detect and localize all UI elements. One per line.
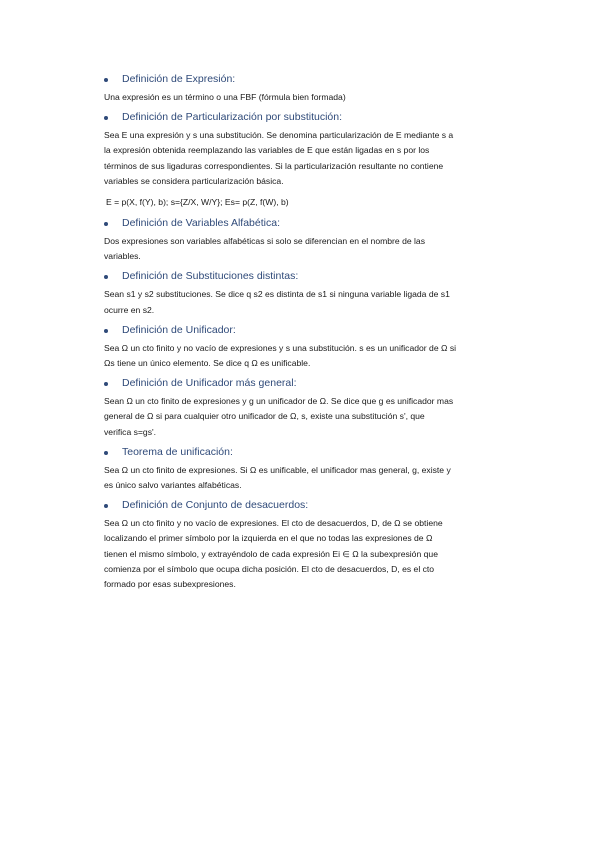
- body-line: tienen el mismo símbolo, y extrayéndolo de cada expresión Ei ∈ Ω la subexpresión que: [104, 548, 438, 559]
- bullet-icon: [104, 451, 108, 455]
- bullet-icon: [104, 222, 108, 226]
- body-line: Sean Ω un cto finito de expresiones y g un unificador de Ω. Se dice que g es unificador mas: [104, 396, 454, 407]
- section-variables-alfabetica: [104, 216, 524, 264]
- section-body: [104, 516, 524, 592]
- section-conjunto-desacuerdos: [104, 498, 524, 592]
- section-body: [104, 90, 524, 105]
- section-unificador: [104, 323, 524, 371]
- section-body: [104, 234, 524, 264]
- section-heading: [104, 269, 524, 284]
- section-expresion: [104, 72, 524, 105]
- heading-text: Definición de Unificador más general:: [122, 377, 297, 390]
- body-line: la expresión obtenida reemplazando las variables de E que están ligadas en s por los: [104, 145, 430, 156]
- body-line: Sean s1 y s2 substituciones. Se dice q s2 es distinta de s1 si ninguna variable ligada de s1: [104, 289, 450, 300]
- heading-text: Definición de Variables Alfabética:: [122, 217, 280, 230]
- section-heading: [104, 445, 524, 460]
- heading-text: Definición de Unificador:: [122, 323, 236, 336]
- section-heading: [104, 498, 524, 513]
- heading-text: Definición de Conjunto de desacuerdos:: [122, 499, 309, 512]
- body-line: Sea E una expresión y s una substitución. Se denomina particularización de E mediante s a: [104, 130, 454, 141]
- body-line: es único salvo variantes alfabéticas.: [104, 480, 242, 491]
- heading-text: Teorema de unificación:: [122, 445, 233, 458]
- body-line: términos de sus ligaduras correspondientes. Si la particularización resultante no contiene: [104, 160, 444, 171]
- heading-text: Definición de Particularización por substitución:: [122, 111, 343, 124]
- bullet-icon: [104, 504, 108, 508]
- body-line: Sea Ω un cto finito de expresiones. Si Ω es unificable, el unificador mas general, g, existe y: [104, 464, 451, 475]
- section-heading: [104, 323, 524, 338]
- body-line: formado por esas subexpresiones.: [104, 579, 236, 590]
- bullet-icon: [104, 275, 108, 279]
- formula-example: E = p(X, f(Y), b); s={Z/X, W/Y}; Es= p(Z, f(W), b): [106, 197, 289, 208]
- bullet-icon: [104, 116, 108, 120]
- body-line: Sea Ω un cto finito y no vacío de expresiones. El cto de desacuerdos, D, de Ω se obtiene: [104, 518, 443, 529]
- section-heading: [104, 72, 524, 87]
- section-heading: [104, 376, 524, 391]
- section-substituciones-distintas: [104, 269, 524, 317]
- bullet-icon: [104, 382, 108, 386]
- section-body: [104, 287, 524, 317]
- section-unificador-mas-general: [104, 376, 524, 440]
- bullet-icon: [104, 78, 108, 82]
- heading-text: Definición de Substituciones distintas:: [122, 270, 299, 283]
- body-line: Ωs tiene un único elemento. Se dice q Ω es unificable.: [104, 358, 311, 369]
- section-heading: [104, 216, 524, 231]
- document-body: [104, 72, 524, 592]
- heading-text: Definición de Expresión:: [122, 73, 236, 85]
- section-body: [104, 463, 524, 493]
- section-heading: [104, 110, 524, 125]
- section-teorema-unificacion: [104, 445, 524, 493]
- body-line: localizando el primer símbolo por la izquierda en el que no todas las expresiones de Ω: [104, 533, 433, 544]
- body-line: comienza por el símbolo que ocupa dicha posición. El cto de desacuerdos, D, es el cto: [104, 563, 435, 574]
- body-line: verifica s=gs'.: [104, 426, 157, 437]
- section-particularizacion: [104, 110, 524, 210]
- body-line: ocurre en s2.: [104, 304, 155, 315]
- body-line: Sea Ω un cto finito y no vacío de expresiones y s una substitución. s es un unificador de Ω si: [104, 342, 457, 353]
- bullet-icon: [104, 329, 108, 333]
- body-line: Una expresión es un término o una FBF (fórmula bien formada): [104, 92, 346, 102]
- body-line: variables.: [104, 251, 141, 262]
- body-line: Dos expresiones son variables alfabéticas si solo se diferencian en el nombre de las: [104, 236, 426, 247]
- body-line: variables se considera particularización básica.: [104, 175, 284, 186]
- section-body: [104, 394, 524, 440]
- section-body: [104, 341, 524, 371]
- body-line: general de Ω si para cualquier otro unificador de Ω, s, existe una substitución s', que: [104, 411, 425, 422]
- section-body: [104, 128, 524, 189]
